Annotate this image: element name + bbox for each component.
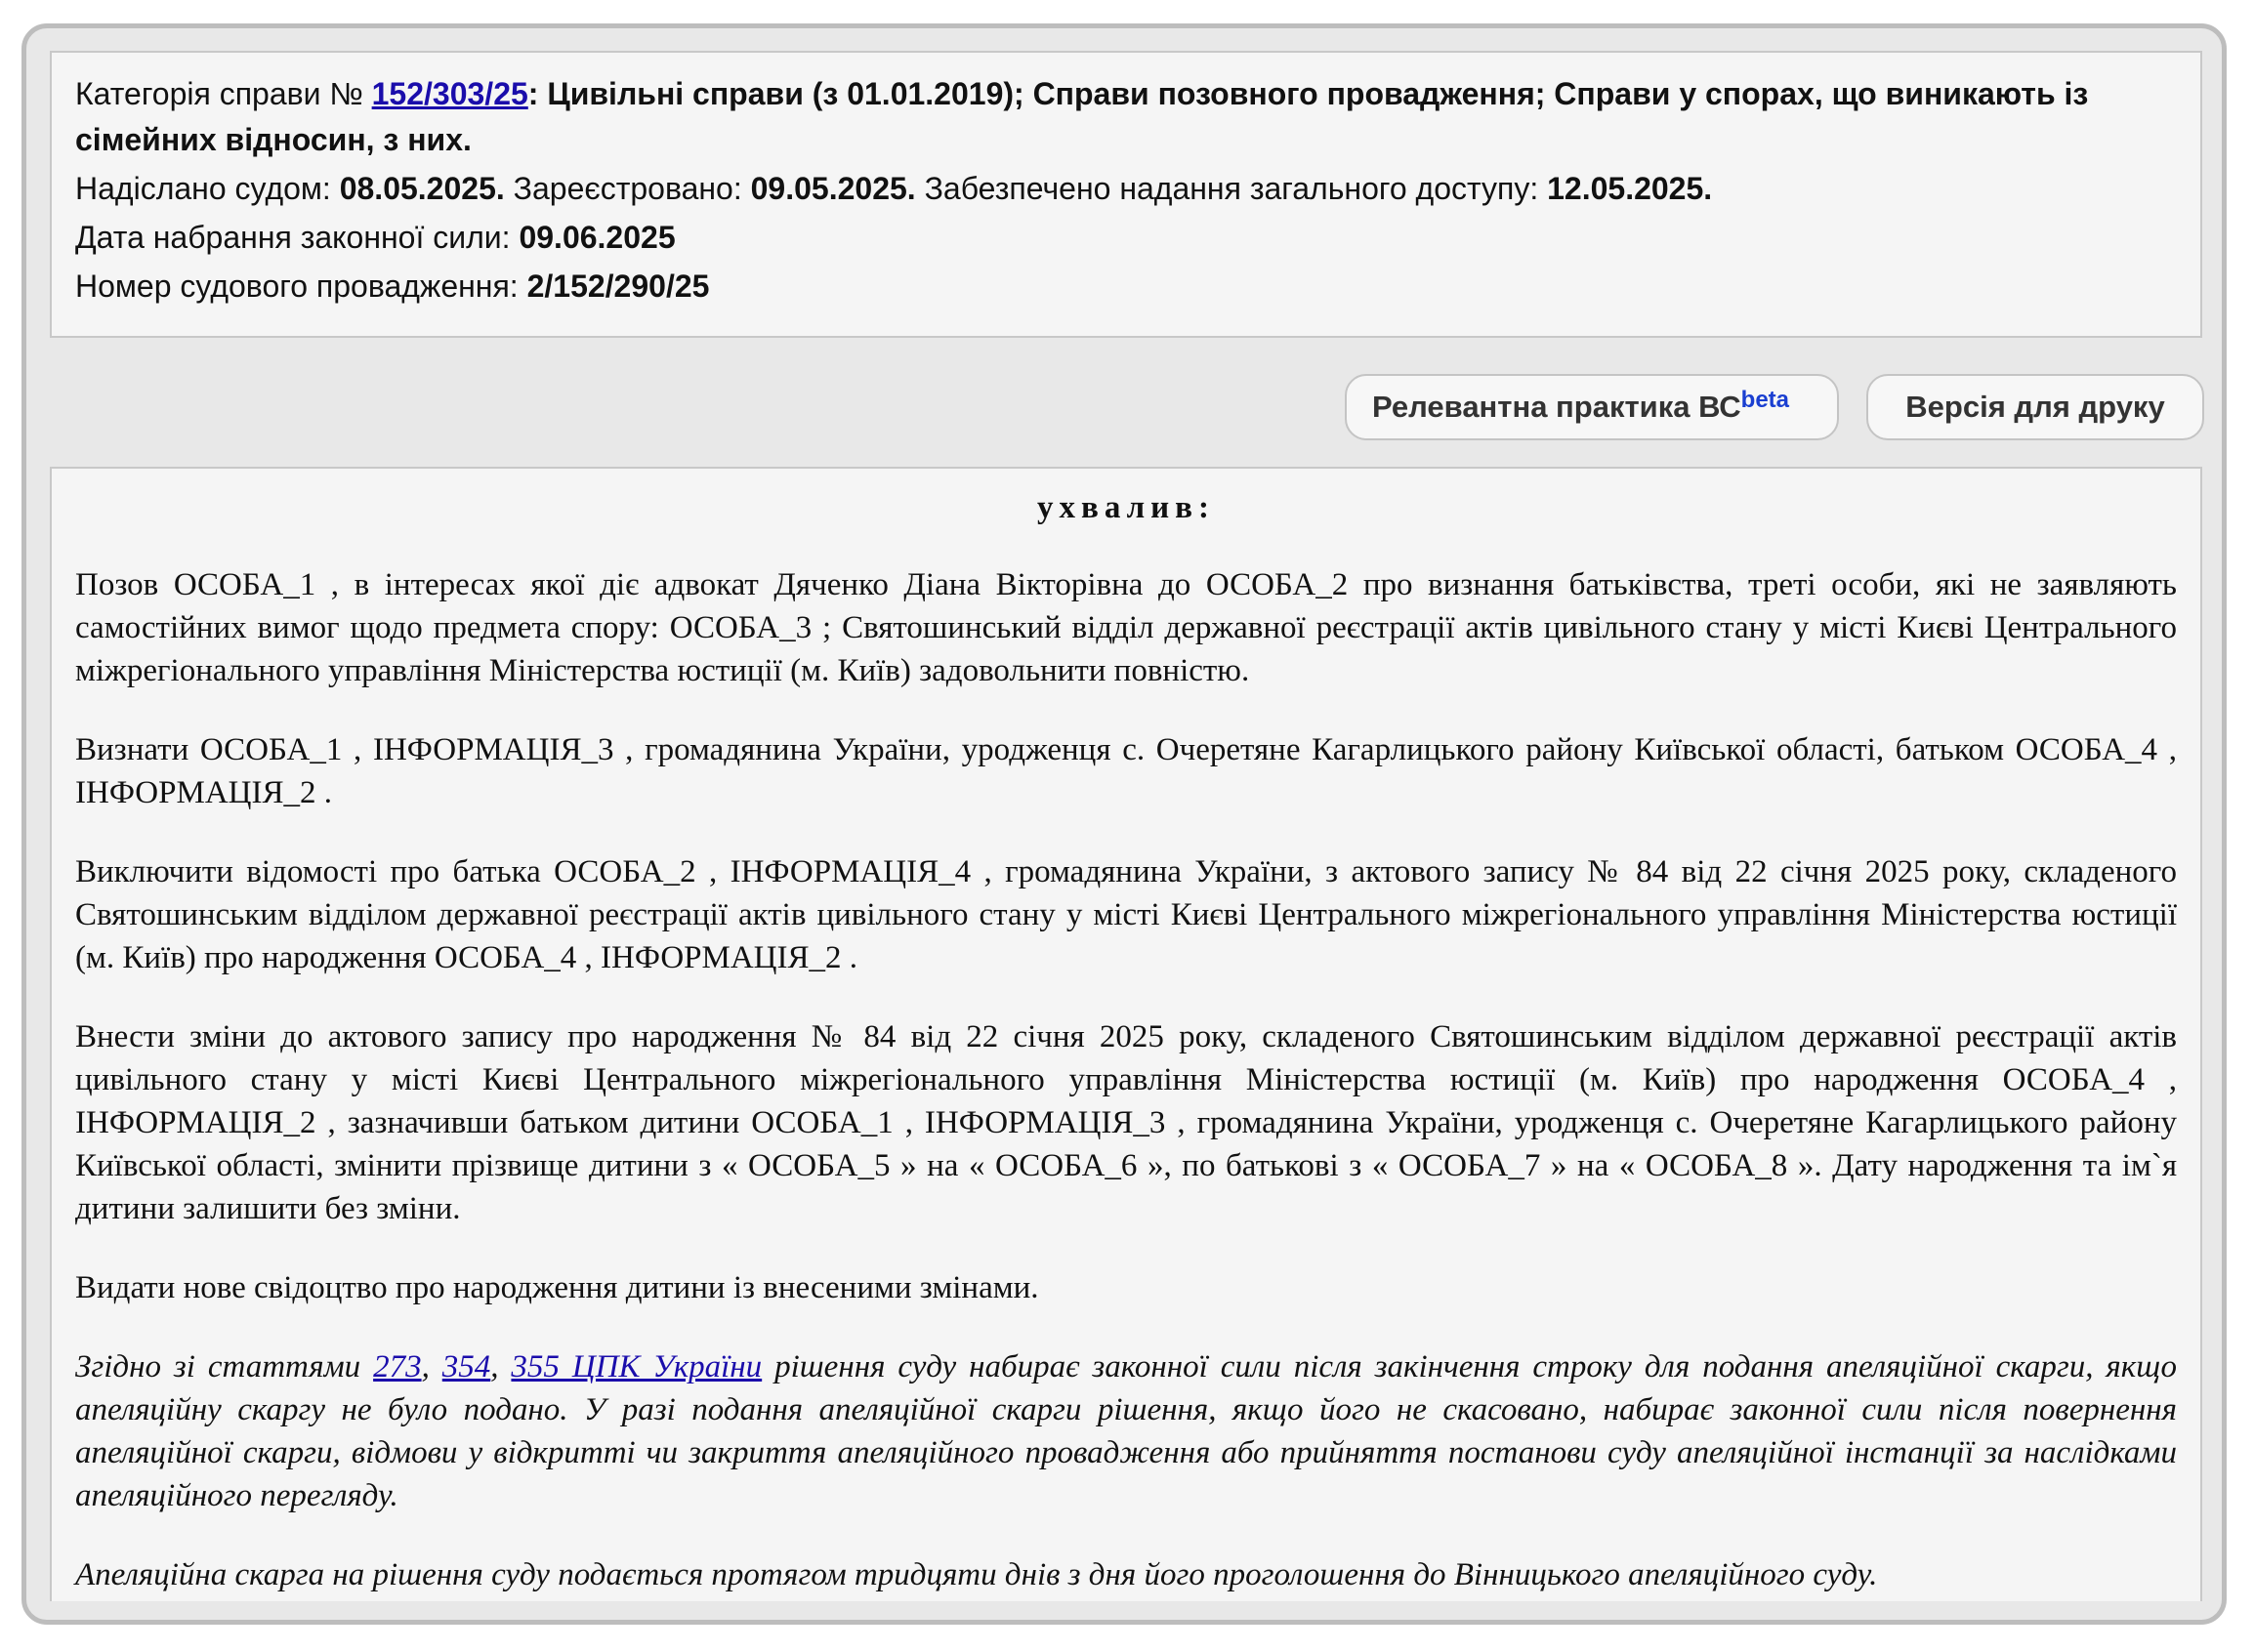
proceeding-line	[75, 264, 2177, 312]
beta-badge: beta	[1740, 387, 1790, 413]
proceeding-number: 2/152/290/25	[526, 268, 710, 304]
print-version-label: Версія для друку	[1905, 390, 2165, 424]
access-label: Забезпечено надання загального доступу:	[915, 171, 1548, 206]
article-355-cpk-link[interactable]: 355 ЦПК України	[511, 1349, 763, 1384]
separator: ,	[490, 1349, 512, 1384]
registered-date: 09.05.2025.	[750, 171, 916, 206]
legal-force-label: Дата набрання законної сили:	[75, 220, 520, 255]
print-version-button[interactable]	[1866, 374, 2204, 440]
legal-force-line	[75, 215, 2177, 264]
decision-heading: ухвалив:	[1037, 490, 1215, 525]
case-metadata-panel	[50, 51, 2202, 338]
case-number-link[interactable]: 152/303/25	[371, 76, 528, 111]
paragraph-appeal: Апеляційна скарга на рішення суду подається протягом тридцяти днів з дня його проголошення до Вінницького апеляційного суду.	[75, 1557, 1878, 1592]
paragraph-amend: Внести зміни до актового запису про народження № 84 від 22 січня 2025 року, складеного Святошинським відділом державної реєстрації актів цивільного стану у місті Києві Центрального міжрегіонального управління Міністерства юстиції (м. Київ) про народження ОСОБА_4 , ІНФОРМАЦІЯ_2 , зазначивши батьком дитини ОСОБА_1 , ІНФОРМАЦІЯ_3 , громадянина України, уродженця с. Очеретяне Кагарлицького району Київської області, змінити прізвище дитини з « ОСОБА_5 » на « ОСОБА_6 », по батькові з « ОСОБА_7 » на « ОСОБА_8 ». Дату народження та ім`я дитини залишити без зміни.	[75, 1019, 2177, 1226]
separator: ,	[421, 1349, 442, 1384]
paragraph-claim: Позов ОСОБА_1 , в інтересах якої діє адвокат Дяченко Діана Вікторівна до ОСОБА_2 про визнання батьківства, треті особи, які не заявляють самостійних вимог щодо предмета спору: ОСОБА_3 ; Святошинський відділ державної реєстрації актів цивільного стану у місті Києві Центрального міжрегіонального управління Міністерства юстиції (м. Київ) задовольнити повністю.	[75, 567, 2177, 688]
legal-force-prefix: Згідно зі статтями	[75, 1349, 374, 1384]
category-prefix: Категорія справи №	[75, 76, 372, 111]
relevant-practice-label: Релевантна практика ВС	[1372, 390, 1741, 424]
relevant-practice-button[interactable]	[1345, 374, 1839, 440]
document-frame	[21, 23, 2227, 1625]
sent-date: 08.05.2025.	[339, 171, 505, 206]
registered-label: Зареєстровано:	[504, 171, 751, 206]
paragraph-legal-force	[75, 1345, 2177, 1517]
paragraph-paternity: Визнати ОСОБА_1 , ІНФОРМАЦІЯ_3 , громадянина України, уродженця с. Очеретяне Кагарлицького району Київської області, батьком ОСОБА_4 , ІНФОРМАЦІЯ_2 .	[75, 732, 2177, 810]
decision-content	[50, 467, 2202, 1601]
article-273-link[interactable]: 273	[373, 1349, 422, 1384]
case-category-line	[75, 71, 2177, 163]
access-date: 12.05.2025.	[1547, 171, 1713, 206]
article-354-link[interactable]: 354	[441, 1349, 491, 1384]
paragraph-exclude: Виключити відомості про батька ОСОБА_2 , ІНФОРМАЦІЯ_4 , громадянина України, з актового запису № 84 від 22 січня 2025 року, складеного Святошинським відділом державної реєстрації актів цивільного стану у місті Києві Центрального міжрегіонального управління Міністерства юстиції (м. Київ) про народження ОСОБА_4 , ІНФОРМАЦІЯ_2 .	[75, 854, 2177, 975]
legal-force-text: рішення суду набирає законної сили після закінчення строку для подання апеляційної скарги, якщо апеляційну скаргу не було подано. У разі подання апеляційної скарги рішення, якщо його не скасовано, набирає законної сили після повернення апеляційної скарги, відмови у відкритті чи закриття апеляційного провадження або прийняття постанови суду апеляційної інстанції за наслідками апеляційного перегляду.	[75, 1349, 2178, 1513]
category-text: : Цивільні справи (з 01.01.2019); Справи позовного провадження; Справи у спорах, що виникають із сімейних відносин, з них.	[75, 76, 2089, 157]
proceeding-label: Номер судового провадження:	[75, 268, 527, 304]
dates-line	[75, 166, 2177, 215]
legal-force-date: 09.06.2025	[519, 220, 676, 255]
sent-label: Надіслано судом:	[75, 171, 340, 206]
paragraph-certificate: Видати нове свідоцтво про народження дитини із внесеними змінами.	[75, 1270, 1039, 1305]
